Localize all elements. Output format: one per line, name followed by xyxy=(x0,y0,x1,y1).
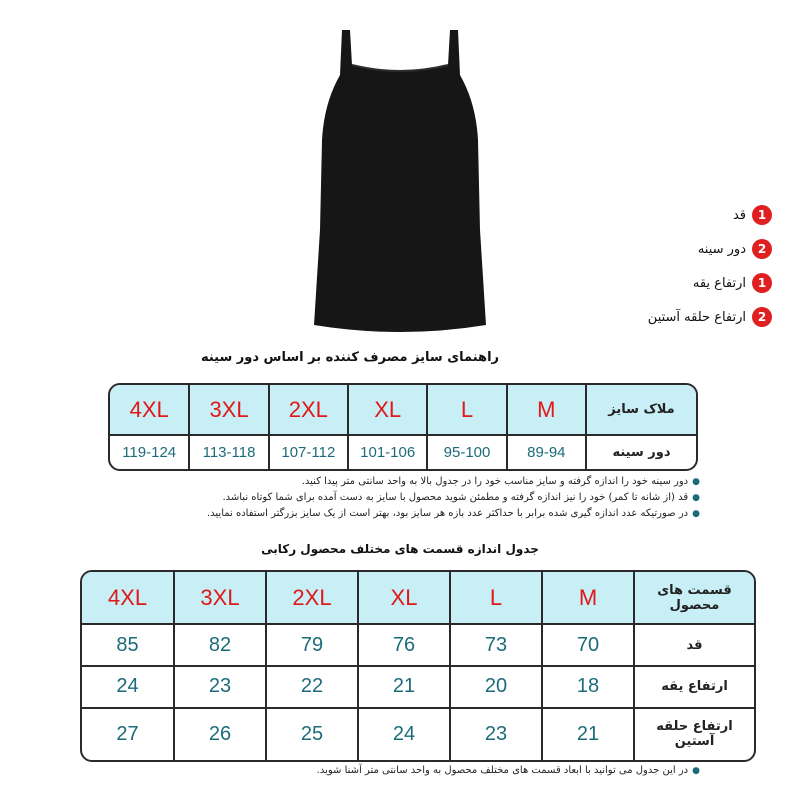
legend-item xyxy=(572,204,772,226)
note-item xyxy=(30,476,700,487)
product-measurements-title: جدول اندازه قسمت های مختلف محصول رکابی xyxy=(261,542,539,556)
note-text: در صورتیکه عدد اندازه گیری شده برابر با حداکثر عدد بازه هر سایز بود، بهتر است از یک سایز بزرگتر استفاده نمایید. xyxy=(206,508,689,519)
value-cell: 25 xyxy=(266,708,358,760)
size-cell: 2XL xyxy=(269,385,348,435)
size-header-row xyxy=(110,385,696,435)
product-measurements-table xyxy=(80,570,756,762)
value-cell: 95-100 xyxy=(427,435,506,469)
number-badge: 1 xyxy=(752,273,772,293)
value-cell: 23 xyxy=(450,708,542,760)
value-cell: 76 xyxy=(358,624,450,666)
value-cell: 70 xyxy=(542,624,634,666)
value-cell: 107-112 xyxy=(269,435,348,469)
consumer-size-guide-title: راهنمای سایز مصرف کننده بر اساس دور سینه xyxy=(200,350,500,365)
size-cell: 3XL xyxy=(189,385,268,435)
footer-text: در این جدول می توانید با ابعاد قسمت های مختلف محصول به واحد سانتی متر آشنا شوید. xyxy=(316,765,689,776)
value-cell: 89-94 xyxy=(507,435,586,469)
value-cell: 24 xyxy=(358,708,450,760)
value-cell: 113-118 xyxy=(189,435,268,469)
row-label: قد xyxy=(634,624,754,666)
number-badge: 2 xyxy=(752,307,772,327)
note-text: دور سینه خود را اندازه گرفته و سایز مناسب خود را در جدول بالا به واحد سانتی متر پیدا کنید. xyxy=(301,476,689,487)
tank-top-image xyxy=(300,25,500,340)
size-notes xyxy=(30,476,700,524)
bullet-icon: ● xyxy=(692,477,700,487)
value-cell: 23 xyxy=(174,666,266,708)
legend-item xyxy=(572,272,772,294)
size-cell: 4XL xyxy=(110,385,189,435)
legend-label: قد xyxy=(732,207,746,223)
armhole-height-row xyxy=(82,708,754,760)
value-cell: 20 xyxy=(450,666,542,708)
row-label: ارتفاع یقه xyxy=(634,666,754,708)
legend-item xyxy=(572,238,772,260)
chest-row xyxy=(110,435,696,469)
value-cell: 101-106 xyxy=(348,435,427,469)
size-cell: 4XL xyxy=(82,572,174,624)
value-cell: 22 xyxy=(266,666,358,708)
size-cell: 2XL xyxy=(266,572,358,624)
bullet-icon: ● xyxy=(692,766,700,776)
value-cell: 21 xyxy=(358,666,450,708)
size-cell: M xyxy=(542,572,634,624)
measurement-legend xyxy=(572,204,772,340)
row-label: ارتفاع حلقه آستین xyxy=(634,708,754,760)
value-cell: 26 xyxy=(174,708,266,760)
value-cell: 79 xyxy=(266,624,358,666)
value-cell: 119-124 xyxy=(122,444,177,462)
note-item xyxy=(30,508,700,519)
size-cell: 3XL xyxy=(174,572,266,624)
value-cell: 24 xyxy=(82,666,174,708)
legend-label: ارتفاع یقه xyxy=(692,275,746,291)
size-cell: L xyxy=(450,572,542,624)
header-label: ملاک سایز xyxy=(586,385,696,435)
size-header-row xyxy=(82,572,754,624)
bullet-icon: ● xyxy=(692,493,700,503)
bullet-icon: ● xyxy=(692,509,700,519)
length-row xyxy=(82,624,754,666)
size-cell: M xyxy=(507,385,586,435)
size-cell: XL xyxy=(358,572,450,624)
footer-note xyxy=(180,765,700,776)
number-badge: 1 xyxy=(752,205,772,225)
consumer-size-table xyxy=(108,383,698,471)
legend-label: دور سینه xyxy=(697,241,746,257)
header-label: قسمت های محصول xyxy=(634,572,754,624)
value-cell: 73 xyxy=(450,624,542,666)
legend-label: ارتفاع حلقه آستین xyxy=(647,309,746,325)
number-badge: 2 xyxy=(752,239,772,259)
value-cell: 85 xyxy=(82,624,174,666)
note-text: قد (از شانه تا کمر) خود را نیز اندازه گرفته و مطمئن شوید محصول با سایز به دست آمده برای شما کوتاه نباشد. xyxy=(222,492,689,503)
collar-height-row xyxy=(82,666,754,708)
size-cell: XL xyxy=(348,385,427,435)
note-item xyxy=(30,492,700,503)
legend-item xyxy=(572,306,772,328)
value-cell: 18 xyxy=(542,666,634,708)
value-cell: 21 xyxy=(542,708,634,760)
size-cell: L xyxy=(427,385,506,435)
value-cell: 27 xyxy=(116,722,139,745)
value-cell: 82 xyxy=(174,624,266,666)
row-label: دور سینه xyxy=(586,435,696,469)
